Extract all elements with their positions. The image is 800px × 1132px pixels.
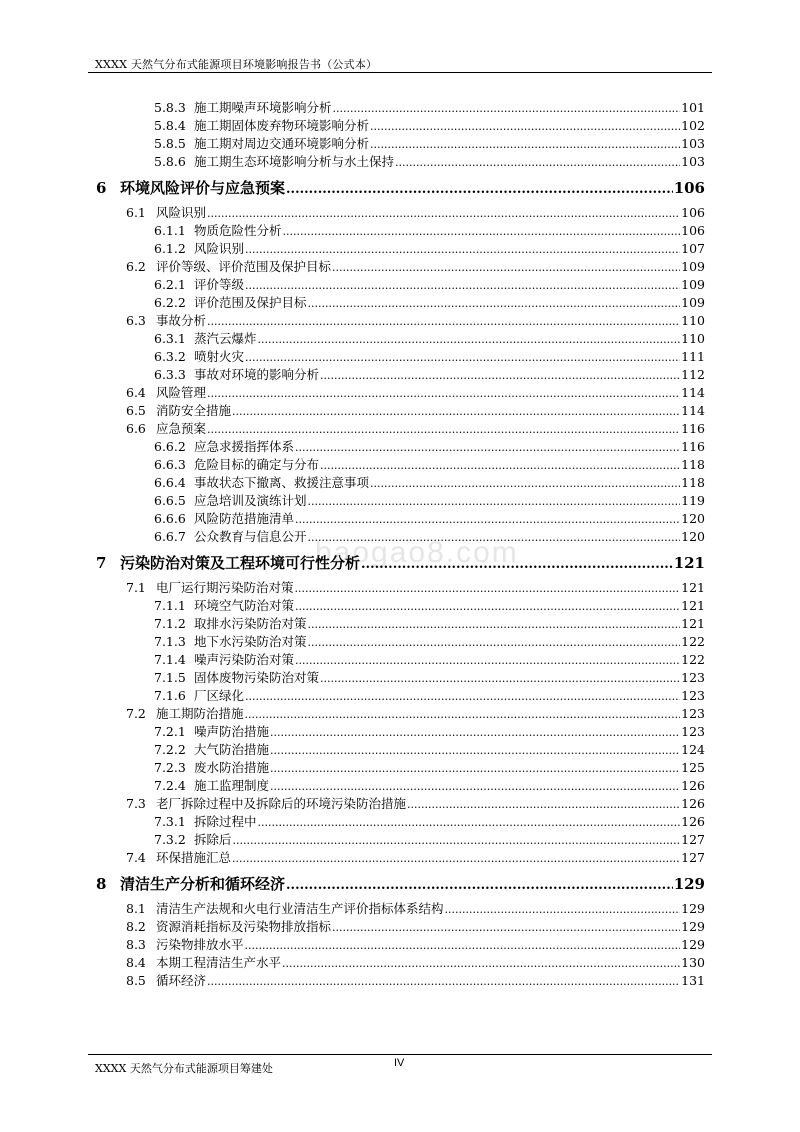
toc-entry[interactable] bbox=[126, 383, 705, 399]
toc-entry-number: 6.3.3 bbox=[154, 366, 186, 382]
toc-entry-title: 环境风险评价与应急预案 bbox=[120, 179, 286, 197]
toc-leader-dots bbox=[295, 654, 680, 667]
toc-entry-page: 126 bbox=[681, 795, 705, 811]
toc-entry-page: 107 bbox=[681, 240, 705, 256]
toc-entry[interactable] bbox=[126, 917, 705, 933]
toc-entry-title: 厂区绿化 bbox=[194, 687, 245, 703]
toc-entry-title: 喷射火灾 bbox=[194, 348, 245, 364]
toc-entry-title: 应急求援指挥体系 bbox=[194, 438, 295, 454]
toc-entry-number: 6.6 bbox=[126, 420, 146, 436]
toc-entry-number: 7.4 bbox=[126, 849, 146, 865]
toc-entry[interactable] bbox=[154, 239, 705, 255]
toc-entry-page: 103 bbox=[681, 135, 705, 151]
toc-entry[interactable] bbox=[154, 293, 705, 309]
toc-entry[interactable] bbox=[154, 473, 705, 489]
toc-entry-page: 119 bbox=[681, 492, 705, 508]
toc-entry-number: 7.1.4 bbox=[154, 651, 186, 667]
toc-entry-number: 6.3.1 bbox=[154, 330, 186, 346]
toc-leader-dots bbox=[207, 207, 680, 220]
toc-entry-page: 127 bbox=[681, 831, 705, 847]
toc-entry[interactable] bbox=[154, 491, 705, 507]
toc-entry-page: 109 bbox=[681, 294, 705, 310]
toc-leader-dots bbox=[308, 495, 681, 508]
toc-entry-title: 固体废物污染防治对策 bbox=[194, 669, 320, 685]
toc-entry[interactable] bbox=[154, 437, 705, 453]
toc-entry-title: 本期工程清洁生产水平 bbox=[156, 954, 282, 970]
toc-entry-page: 126 bbox=[681, 777, 705, 793]
toc-entry-page: 130 bbox=[681, 954, 705, 970]
toc-entry[interactable] bbox=[154, 221, 705, 237]
toc-entry-number: 6.1 bbox=[126, 204, 146, 220]
toc-entry-page: 123 bbox=[681, 669, 705, 685]
toc-entry-number: 6.5 bbox=[126, 402, 146, 418]
toc-entry-page: 129 bbox=[681, 936, 705, 952]
toc-entry[interactable] bbox=[154, 329, 705, 345]
toc-entry-title: 噪声污染防治对策 bbox=[194, 651, 295, 667]
toc-entry-number: 7 bbox=[96, 554, 107, 572]
toc-entry-page: 127 bbox=[681, 849, 705, 865]
footer-page-number: IV bbox=[394, 1057, 405, 1069]
toc-entry-number: 6.2.2 bbox=[154, 294, 186, 310]
toc-entry-number: 7.3.1 bbox=[154, 813, 186, 829]
toc-entry-title: 事故对环境的影响分析 bbox=[194, 366, 320, 382]
toc-entry-page: 126 bbox=[681, 813, 705, 829]
toc-chapter[interactable] bbox=[96, 176, 705, 196]
toc-entry[interactable] bbox=[154, 275, 705, 291]
toc-entry-title: 拆除后 bbox=[194, 831, 232, 847]
toc-entry-page: 121 bbox=[681, 579, 705, 595]
toc-entry-number: 8.1 bbox=[126, 900, 146, 916]
toc-entry-title: 风险防范措施清单 bbox=[194, 510, 295, 526]
toc-entry-page: 124 bbox=[681, 741, 705, 757]
toc-entry-number: 7.2.1 bbox=[154, 723, 186, 739]
toc-entry-number: 6.6.2 bbox=[154, 438, 186, 454]
toc-leader-dots bbox=[283, 225, 681, 238]
toc-leader-dots bbox=[207, 423, 680, 436]
toc-entry[interactable] bbox=[154, 830, 705, 846]
toc-entry-number: 8 bbox=[96, 875, 107, 893]
toc-entry-page: 121 bbox=[673, 554, 705, 572]
toc-entry-page: 114 bbox=[681, 402, 705, 418]
toc-entry-page: 118 bbox=[681, 474, 705, 490]
toc-entry-title: 环保措施汇总 bbox=[156, 849, 232, 865]
toc-entry-title: 大气防治措施 bbox=[194, 741, 270, 757]
toc-entry[interactable] bbox=[154, 98, 705, 114]
toc-entry-title: 噪声防治措施 bbox=[194, 723, 270, 739]
toc-entry-page: 111 bbox=[681, 348, 705, 364]
toc-entry[interactable] bbox=[154, 365, 705, 381]
toc-entry-title: 拆除过程中 bbox=[194, 813, 257, 829]
toc-entry-number: 8.4 bbox=[126, 954, 146, 970]
toc-entry-page: 122 bbox=[681, 651, 705, 667]
toc-entry-title: 蒸汽云爆炸 bbox=[194, 330, 257, 346]
toc-entry-number: 7.2.4 bbox=[154, 777, 186, 793]
toc-entry-number: 7.1.2 bbox=[154, 615, 186, 631]
toc-entry-number: 8.5 bbox=[126, 972, 146, 988]
toc-entry-title: 事故状态下撤离、救援注意事项 bbox=[194, 474, 370, 490]
toc-entry-number: 6.6.7 bbox=[154, 528, 186, 544]
toc-entry-title: 施工监理制度 bbox=[194, 777, 270, 793]
toc-entry[interactable] bbox=[154, 632, 705, 648]
toc-entry-title: 施工期生态环境影响分析与水土保持 bbox=[194, 153, 395, 169]
toc-entry-title: 风险识别 bbox=[194, 240, 245, 256]
toc-entry-page: 123 bbox=[681, 723, 705, 739]
toc-leader-dots bbox=[308, 297, 681, 310]
toc-entry[interactable] bbox=[154, 509, 705, 525]
toc-entry-title: 地下水污染防治对策 bbox=[194, 633, 307, 649]
toc-leader-dots bbox=[320, 369, 680, 382]
toc-entry-page: 106 bbox=[681, 204, 705, 220]
toc-entry[interactable] bbox=[154, 668, 705, 684]
toc-leader-dots bbox=[282, 957, 680, 970]
toc-entry[interactable] bbox=[126, 578, 705, 594]
toc-entry-page: 110 bbox=[681, 330, 705, 346]
toc-entry-title: 电厂运行期污染防治对策 bbox=[156, 579, 294, 595]
toc-entry-title: 物质危险性分析 bbox=[194, 222, 282, 238]
toc-leader-dots bbox=[295, 582, 681, 595]
toc-entry-page: 120 bbox=[681, 510, 705, 526]
toc-entry-title: 应急培训及演练计划 bbox=[194, 492, 307, 508]
toc-leader-dots bbox=[258, 333, 681, 346]
toc-entry[interactable] bbox=[154, 152, 705, 168]
toc-entry-number: 6.6.4 bbox=[154, 474, 186, 490]
toc-entry-number: 5.8.3 bbox=[154, 99, 186, 115]
toc-entry-number: 7.2 bbox=[126, 705, 146, 721]
toc-entry-number: 6.3 bbox=[126, 312, 146, 328]
toc-entry-title: 污染防治对策及工程环境可行性分析 bbox=[120, 554, 361, 572]
toc-entry-page: 123 bbox=[681, 705, 705, 721]
toc-entry[interactable] bbox=[154, 812, 705, 828]
toc-leader-dots bbox=[308, 531, 681, 544]
toc-entry[interactable] bbox=[126, 203, 705, 219]
toc-entry-number: 6.2 bbox=[126, 258, 146, 274]
toc-leader-dots bbox=[232, 405, 680, 418]
toc-entry-page: 116 bbox=[681, 438, 705, 454]
toc-entry-page: 122 bbox=[681, 633, 705, 649]
toc-entry-page: 106 bbox=[673, 179, 705, 197]
toc-leader-dots bbox=[207, 975, 680, 988]
toc-entry-number: 8.3 bbox=[126, 936, 146, 952]
toc-leader-dots bbox=[270, 726, 680, 739]
toc-entry-page: 129 bbox=[681, 900, 705, 916]
toc-entry[interactable] bbox=[126, 935, 705, 951]
toc-entry-page: 125 bbox=[681, 759, 705, 775]
toc-entry-title: 消防安全措施 bbox=[156, 402, 232, 418]
toc-entry-number: 5.8.5 bbox=[154, 135, 186, 151]
toc-entry-number: 7.1.5 bbox=[154, 669, 186, 685]
toc-leader-dots bbox=[320, 459, 680, 472]
toc-entry[interactable] bbox=[126, 257, 705, 273]
toc-entry-number: 6.1.1 bbox=[154, 222, 186, 238]
toc-leader-dots bbox=[320, 672, 680, 685]
toc-entry[interactable] bbox=[126, 401, 705, 417]
toc-leader-dots bbox=[258, 816, 681, 829]
toc-leader-dots bbox=[308, 618, 681, 631]
toc-entry-title: 危险目标的确定与分布 bbox=[194, 456, 320, 472]
toc-entry[interactable] bbox=[154, 776, 705, 792]
toc-entry-page: 101 bbox=[681, 99, 705, 115]
toc-entry-number: 6.3.2 bbox=[154, 348, 186, 364]
toc-entry-page: 109 bbox=[681, 258, 705, 274]
toc-entry-number: 6 bbox=[96, 179, 107, 197]
toc-entry-page: 123 bbox=[681, 687, 705, 703]
toc-leader-dots bbox=[270, 762, 680, 775]
toc-entry-page: 120 bbox=[681, 528, 705, 544]
toc-entry-title: 风险管理 bbox=[156, 384, 207, 400]
toc-entry-number: 5.8.4 bbox=[154, 117, 186, 133]
toc-entry-title: 施工期噪声环境影响分析 bbox=[194, 99, 332, 115]
toc-entry[interactable] bbox=[154, 722, 705, 738]
toc-entry[interactable] bbox=[154, 650, 705, 666]
toc-entry-number: 7.2.2 bbox=[154, 741, 186, 757]
toc-entry-page: 103 bbox=[681, 153, 705, 169]
toc-entry-page: 102 bbox=[681, 117, 705, 133]
toc-leader-dots bbox=[245, 939, 681, 952]
toc-leader-dots bbox=[370, 120, 680, 133]
toc-entry-number: 7.3.2 bbox=[154, 831, 186, 847]
toc-entry-number: 7.3 bbox=[126, 795, 146, 811]
toc-entry-title: 施工期固体废弃物环境影响分析 bbox=[194, 117, 370, 133]
toc-entry-title: 公众教育与信息公开 bbox=[194, 528, 307, 544]
toc-entry-number: 7.1.1 bbox=[154, 597, 186, 613]
toc-entry[interactable] bbox=[154, 614, 705, 630]
toc-entry-page: 121 bbox=[681, 597, 705, 613]
toc-entry[interactable] bbox=[126, 848, 705, 864]
toc-leader-dots bbox=[333, 102, 681, 115]
toc-entry-page: 121 bbox=[681, 615, 705, 631]
toc-entry-page: 131 bbox=[681, 972, 705, 988]
toc-entry-number: 6.6.3 bbox=[154, 456, 186, 472]
toc-leader-dots bbox=[232, 852, 680, 865]
toc-entry[interactable] bbox=[126, 899, 705, 915]
toc-entry[interactable] bbox=[154, 134, 705, 150]
toc-entry-title: 废水防治措施 bbox=[194, 759, 270, 775]
toc-entry-title: 清洁生产分析和循环经济 bbox=[120, 875, 286, 893]
toc-entry[interactable] bbox=[154, 116, 705, 132]
toc-chapter[interactable] bbox=[96, 872, 705, 892]
toc-entry-title: 施工期防治措施 bbox=[156, 705, 244, 721]
toc-entry-title: 事故分析 bbox=[156, 312, 207, 328]
toc-entry-page: 114 bbox=[681, 384, 705, 400]
toc-leader-dots bbox=[245, 279, 680, 292]
toc-entry[interactable] bbox=[126, 311, 705, 327]
toc-leader-dots bbox=[295, 441, 680, 454]
toc-entry[interactable] bbox=[154, 527, 705, 543]
toc-entry-number: 7.1 bbox=[126, 579, 146, 595]
toc-entry-title: 施工期对周边交通环境影响分析 bbox=[194, 135, 370, 151]
toc-entry-number: 6.6.5 bbox=[154, 492, 186, 508]
toc-leader-dots bbox=[270, 780, 680, 793]
toc-entry-number: 7.2.3 bbox=[154, 759, 186, 775]
toc-entry-number: 8.2 bbox=[126, 918, 146, 934]
toc-chapter[interactable] bbox=[96, 551, 705, 571]
footer-org: XXXX 天然气分布式能源项目筹建处 bbox=[95, 1062, 273, 1075]
footer-rule bbox=[88, 1054, 712, 1055]
toc-entry[interactable] bbox=[154, 740, 705, 756]
toc-entry[interactable] bbox=[154, 455, 705, 471]
toc-entry[interactable] bbox=[126, 953, 705, 969]
toc-leader-dots bbox=[207, 315, 680, 328]
toc-leader-dots bbox=[445, 903, 681, 916]
toc-entry[interactable] bbox=[126, 794, 705, 810]
toc-entry-page: 106 bbox=[681, 222, 705, 238]
toc-leader-dots bbox=[207, 387, 680, 400]
toc-leader-dots bbox=[407, 798, 680, 811]
toc-entry-title: 清洁生产法规和火电行业清洁生产评价指标体系结构 bbox=[156, 900, 444, 916]
toc-leader-dots bbox=[245, 243, 680, 256]
toc-entry-title: 风险识别 bbox=[156, 204, 207, 220]
toc-entry-number: 6.2.1 bbox=[154, 276, 186, 292]
watermark: baogao8.com bbox=[315, 536, 519, 569]
toc-leader-dots bbox=[308, 636, 681, 649]
toc-leader-dots bbox=[332, 261, 680, 274]
toc-entry-title: 循环经济 bbox=[156, 972, 207, 988]
toc-leader-dots bbox=[286, 181, 673, 196]
toc-entry-title: 评价范围及保护目标 bbox=[194, 294, 307, 310]
toc-entry-title: 应急预案 bbox=[156, 420, 207, 436]
toc-entry-number: 6.4 bbox=[126, 384, 146, 400]
toc-entry-title: 资源消耗指标及污染物排放指标 bbox=[156, 918, 332, 934]
toc-entry-number: 5.8.6 bbox=[154, 153, 186, 169]
toc-entry-number: 7.1.3 bbox=[154, 633, 186, 649]
toc-entry-title: 取排水污染防治对策 bbox=[194, 615, 307, 631]
toc-leader-dots bbox=[332, 921, 680, 934]
toc-entry[interactable] bbox=[126, 419, 705, 435]
toc-leader-dots bbox=[245, 351, 680, 364]
toc-entry[interactable] bbox=[154, 686, 705, 702]
toc-entry[interactable] bbox=[154, 758, 705, 774]
toc-entry-number: 6.1.2 bbox=[154, 240, 186, 256]
document-header: XXXX 天然气分布式能源项目环境影响报告书（公式本） bbox=[95, 58, 378, 71]
toc-entry[interactable] bbox=[154, 596, 705, 612]
toc-entry[interactable] bbox=[154, 347, 705, 363]
toc-entry-page: 110 bbox=[681, 312, 705, 328]
toc-leader-dots bbox=[295, 513, 680, 526]
toc-leader-dots bbox=[361, 556, 673, 571]
toc-entry[interactable] bbox=[126, 971, 705, 987]
toc-entry[interactable] bbox=[126, 704, 705, 720]
toc-entry-title: 评价等级 bbox=[194, 276, 245, 292]
toc-entry-page: 109 bbox=[681, 276, 705, 292]
toc-entry-page: 118 bbox=[681, 456, 705, 472]
toc-entry-number: 7.1.6 bbox=[154, 687, 186, 703]
toc-entry-title: 污染物排放水平 bbox=[156, 936, 244, 952]
toc-leader-dots bbox=[245, 708, 681, 721]
toc-entry-title: 老厂拆除过程中及拆除后的环境污染防治措施 bbox=[156, 795, 407, 811]
toc-entry-title: 评价等级、评价范围及保护目标 bbox=[156, 258, 332, 274]
toc-entry-page: 129 bbox=[681, 918, 705, 934]
toc-entry-page: 116 bbox=[681, 420, 705, 436]
toc-leader-dots bbox=[370, 138, 680, 151]
toc-leader-dots bbox=[295, 600, 680, 613]
toc-leader-dots bbox=[233, 834, 681, 847]
toc-leader-dots bbox=[395, 156, 680, 169]
toc-leader-dots bbox=[245, 690, 680, 703]
toc-entry-title: 环境空气防治对策 bbox=[194, 597, 295, 613]
toc-leader-dots bbox=[270, 744, 680, 757]
toc-entry-number: 6.6.6 bbox=[154, 510, 186, 526]
toc-entry-page: 129 bbox=[673, 875, 705, 893]
toc-leader-dots bbox=[286, 877, 673, 892]
toc-leader-dots bbox=[370, 477, 680, 490]
toc-entry-page: 112 bbox=[681, 366, 705, 382]
